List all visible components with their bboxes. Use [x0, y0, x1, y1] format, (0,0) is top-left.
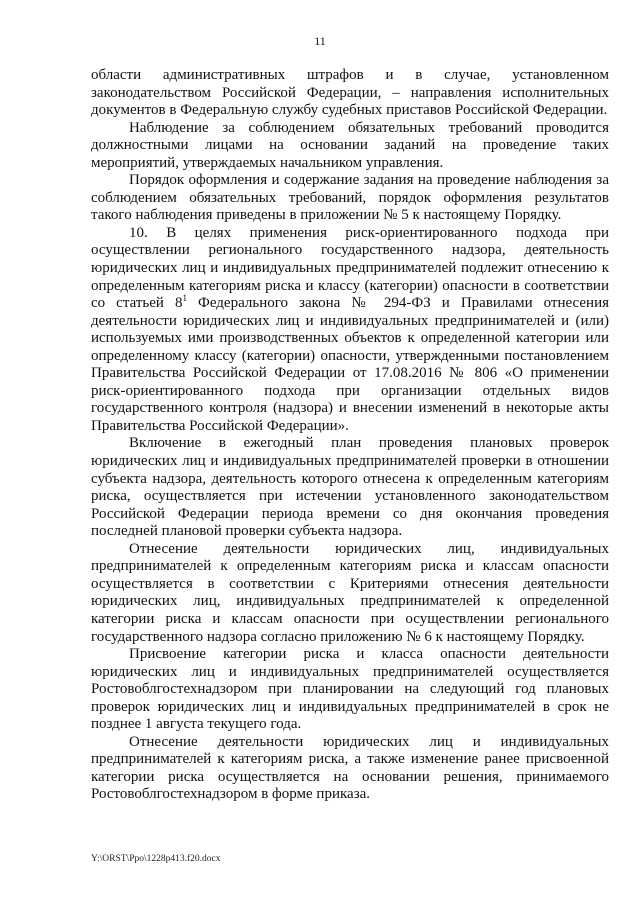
- paragraph-risk-assignment: Присвоение категории риска и класса опасности деятельности юридических лиц и индивидуальных предпринимателей осуществляется Ростовоблгостехнадзором при планировании на следующий год плановых проверок юридических лиц и индивидуальных предпринимателей в срок не позднее 1 августа текущего года.: [91, 646, 609, 733]
- paragraph-annual-plan: Включение в ежегодный план проведения плановых проверок юридических лиц и индивидуальных предпринимателей проверки в отношении субъекта надзора, деятельность которого отнесена к определенным категориям риска, осуществляется при истечении установленного законодательством Российской Федерации периода времени со дня окончания проведения последней плановой проверки субъекта надзора.: [91, 435, 609, 540]
- paragraph-observation-procedure: Порядок оформления и содержание задания на проведение наблюдения за соблюдением обязательных требований, порядок оформления результатов такого наблюдения приведены в приложении № 5 к настоящему Порядку.: [91, 172, 609, 224]
- paragraph-risk-classification: Отнесение деятельности юридических лиц, индивидуальных предпринимателей к определенным категориям риска и классам опасности осуществляется в соответствии с Критериями отнесения деятельности юридических лиц, индивидуальных предпринимателей к определенной категории риска и классам опасности при осуществлении регионального государственного надзора согласно приложению № 6 к настоящему Порядку.: [91, 540, 609, 645]
- document-body: [91, 67, 609, 804]
- paragraph-risk-approach-part-1: 10. В целях применения риск-ориентированного подхода при осуществлении регионального государственного надзора, деятельность юридических лиц и индивидуальных предпринимателей подлежит отнесению к определенным категориям риска и классу (категории) опасности в соответствии со статьей 8: [91, 224, 609, 312]
- paragraph-fines-continuation: области административных штрафов и в случае, установленном законодательством Российской Федерации, – направления исполнительных документов в Федеральную службу судебных приставов Российской Федерации.: [91, 67, 609, 119]
- footer-file-path: Y:\ORST\Ppo\1228p413.f20.docx: [91, 854, 221, 864]
- paragraph-observation: Наблюдение за соблюдением обязательных требований проводится должностными лицами на основании заданий на проведение таких мероприятий, утверждаемых начальником управления.: [91, 119, 609, 171]
- paragraph-risk-change: Отнесение деятельности юридических лиц и индивидуальных предпринимателей к категориям риска, а также изменение ранее присвоенной категории риска осуществляется на основании решения, принимаемого Ростовоблгостехнадзором в форме приказа.: [91, 733, 609, 803]
- paragraph-risk-approach: [91, 225, 609, 436]
- page-number: 11: [314, 34, 326, 48]
- paragraph-risk-approach-part-2: Федерального закона № 294-ФЗ и Правилами отнесения деятельности юридических лиц и индивидуальных предпринимателей и (или) используемых ими производственных объектов к определенной категории или определенному классу (категории) опасности, утвержденными постановлением Правительства Российской Федерации от 17.08.2016 № 806 «О применении риск-ориентированного подхода при организации отдельных видов государственного контроля (надзора) и внесении изменений в некоторые акты Правительства Российской Федерации».: [91, 295, 609, 434]
- article-superscript: 1: [182, 293, 187, 304]
